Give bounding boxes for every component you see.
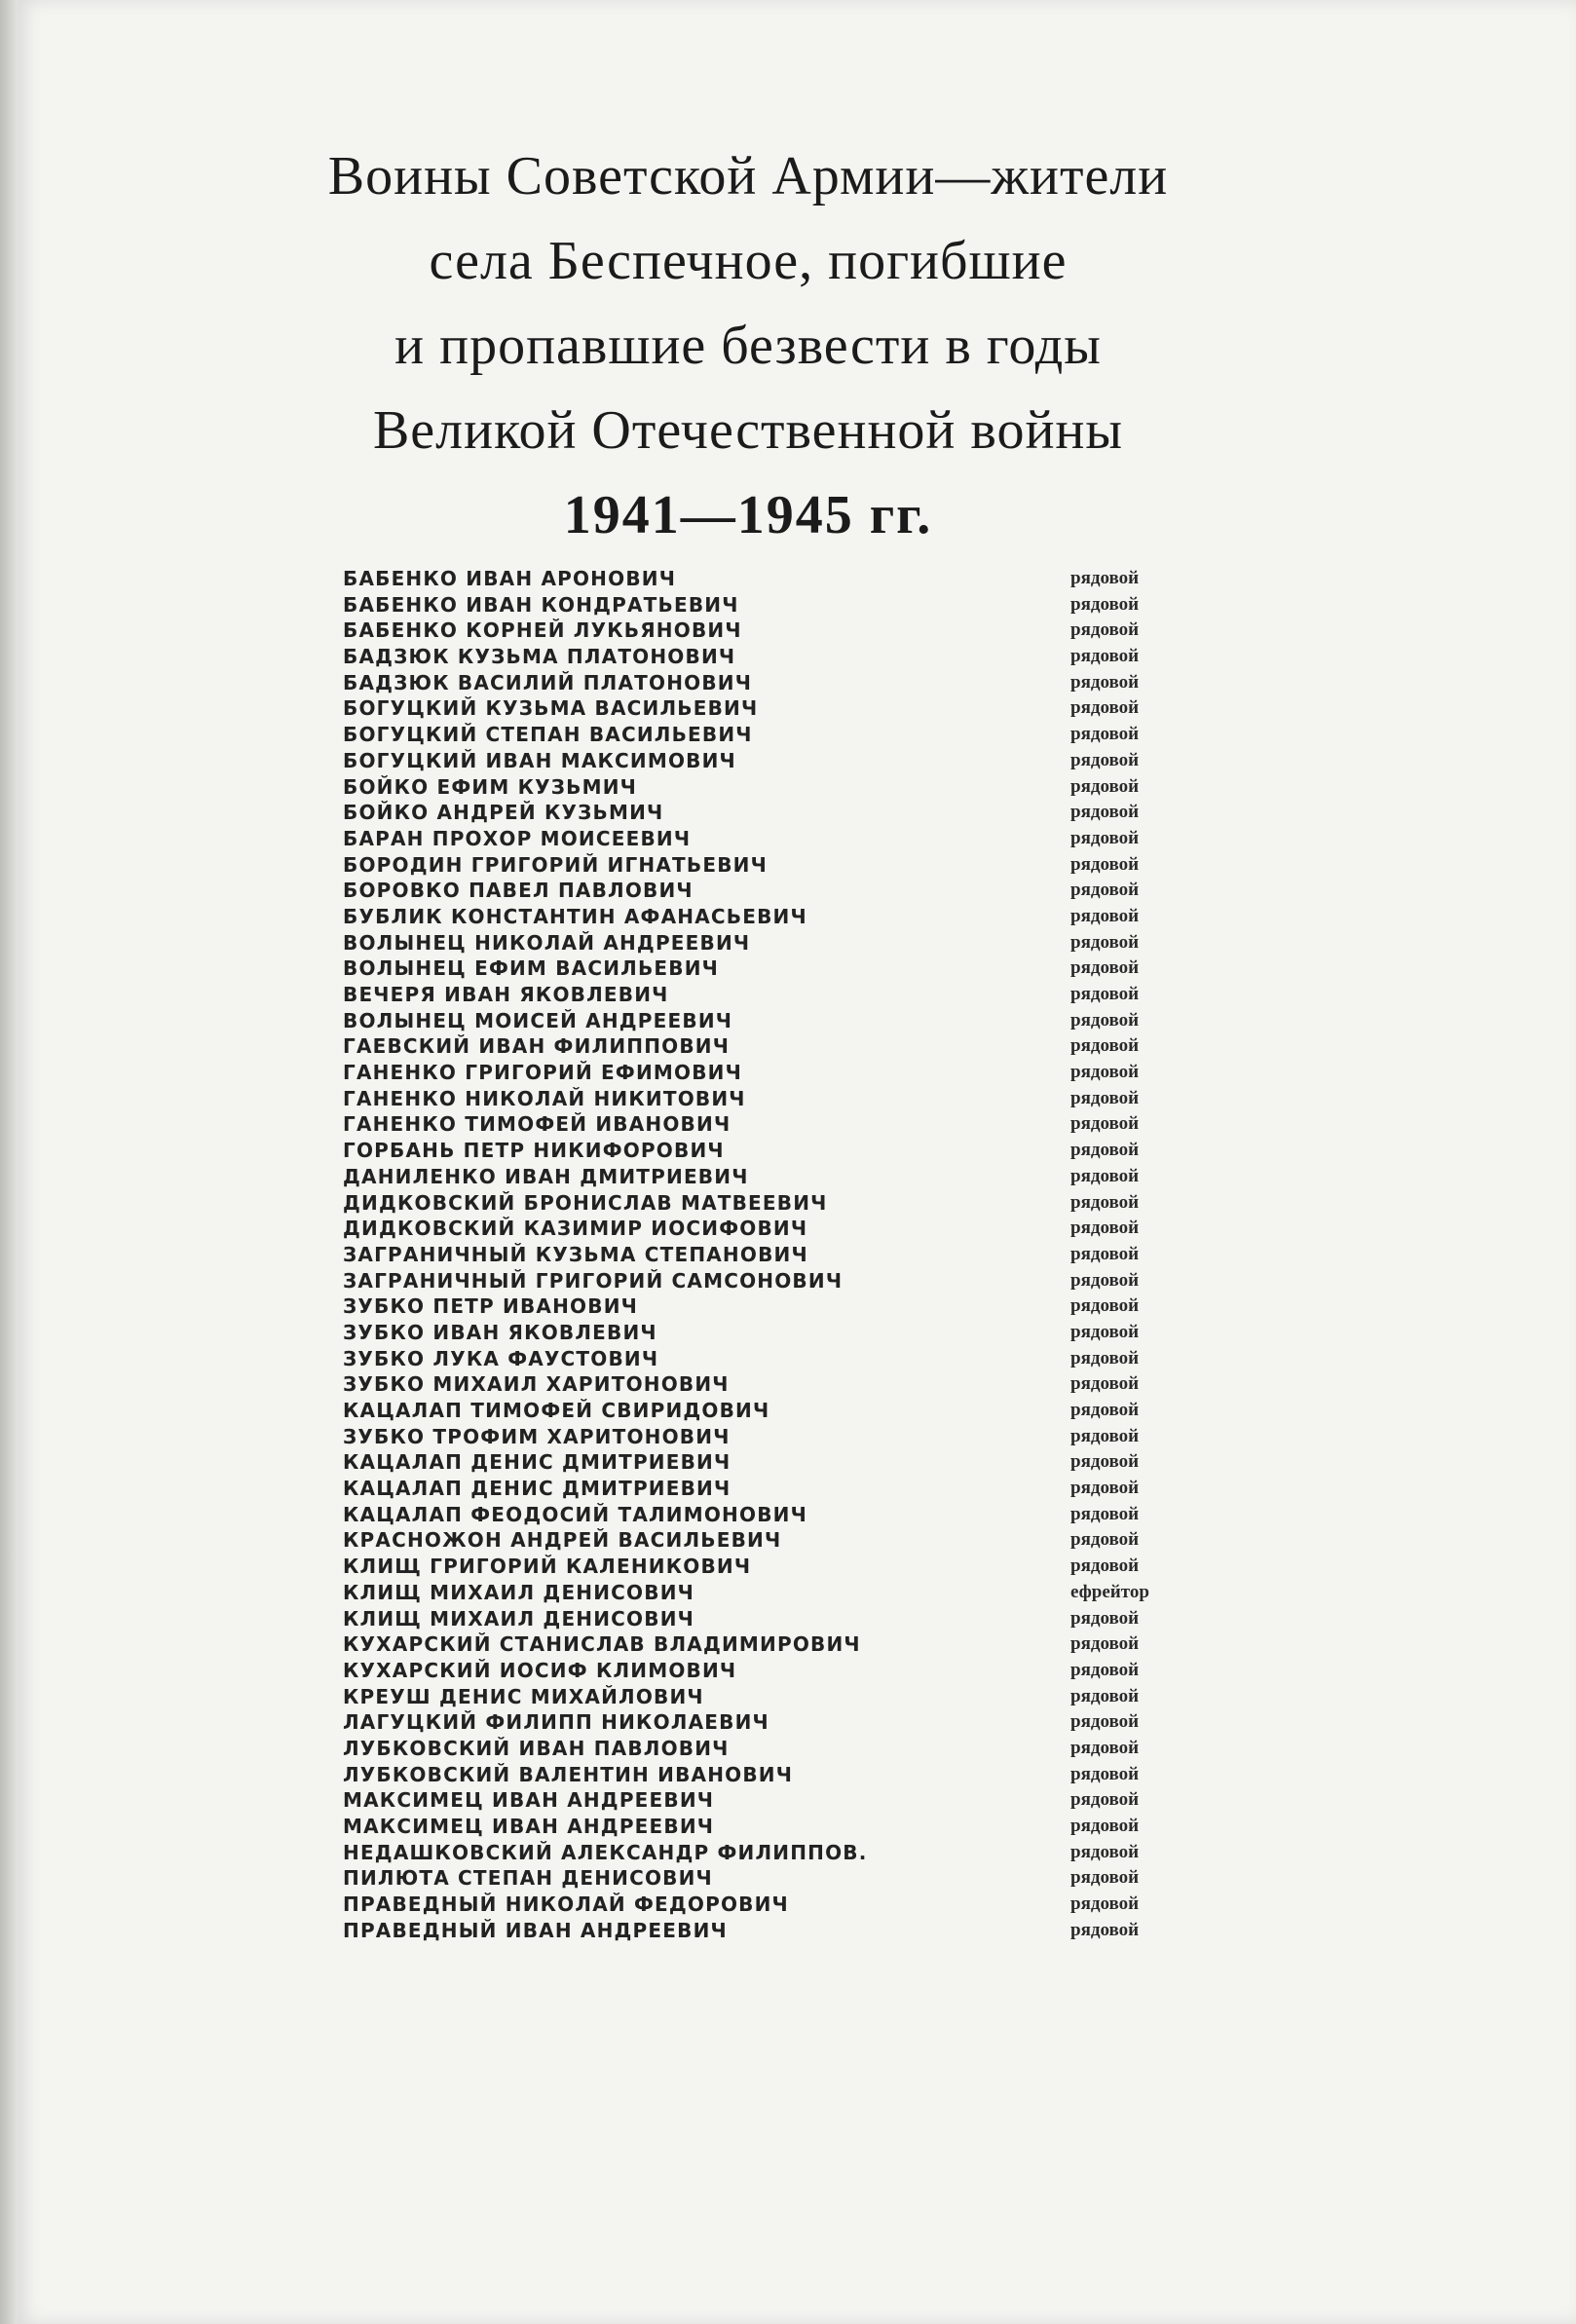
soldier-name: БОЙКО АНДРЕЙ КУЗЬМИЧ: [343, 801, 664, 825]
soldier-name: ЗАГРАНИЧНЫЙ КУЗЬМА СТЕПАНОВИЧ: [343, 1242, 808, 1266]
soldier-rank: рядовой: [1070, 1113, 1140, 1135]
list-item: [343, 1033, 1220, 1060]
soldier-rank: рядовой: [1070, 1737, 1140, 1758]
soldier-rank: рядовой: [1070, 880, 1140, 901]
soldier-rank: рядовой: [1070, 1633, 1140, 1655]
soldier-name: БУБЛИК КОНСТАНТИН АФАНАСЬЕВИЧ: [343, 904, 807, 928]
soldier-name: ЗУБКО ЛУКА ФАУСТОВИЧ: [343, 1346, 659, 1370]
soldier-name: ВОЛЫНЕЦ ЕФИМ ВАСИЛЬЕВИЧ: [343, 956, 719, 981]
soldier-rank: рядовой: [1070, 568, 1140, 588]
soldier-rank: рядовой: [1070, 1009, 1140, 1031]
soldier-rank: рядовой: [1070, 1529, 1140, 1551]
soldier-name: БОЙКО ЕФИМ КУЗЬМИЧ: [343, 774, 638, 799]
list-item: [343, 1060, 1220, 1086]
list-item: [343, 1320, 1220, 1346]
soldier-rank: рядовой: [1070, 593, 1140, 615]
soldier-name: ПРАВЕДНЫЙ НИКОЛАЙ ФЕДОРОВИЧ: [343, 1893, 789, 1917]
list-item: [343, 904, 1220, 930]
soldier-name: ЗУБКО ИВАН ЯКОВЛЕВИЧ: [343, 1320, 657, 1344]
soldier-rank: рядовой: [1070, 619, 1140, 641]
soldier-name: КЛИЩ ГРИГОРИЙ КАЛЕНИКОВИЧ: [343, 1555, 752, 1579]
list-item: [343, 1709, 1220, 1736]
soldier-name: БАБЕНКО ИВАН КОНДРАТЬЕВИЧ: [343, 592, 739, 617]
soldier-rank: рядовой: [1070, 697, 1140, 719]
soldier-name: ПИЛЮТА СТЕПАН ДЕНИСОВИЧ: [343, 1866, 713, 1891]
soldier-rank: рядовой: [1070, 931, 1140, 953]
soldier-rank: рядовой: [1070, 1347, 1140, 1368]
soldier-rank: рядовой: [1070, 957, 1140, 979]
list-item: [343, 592, 1220, 618]
soldier-name: ДИДКОВСКИЙ КАЗИМИР ИОСИФОВИЧ: [343, 1217, 808, 1241]
soldier-rank: рядовой: [1070, 1087, 1140, 1108]
list-item: [343, 1424, 1220, 1450]
title-years: 1941—1945 гг.: [563, 485, 933, 545]
soldier-rank: рядовой: [1070, 1373, 1140, 1395]
soldier-rank: рядовой: [1070, 1659, 1140, 1680]
soldier-name: БОГУЦКИЙ КУЗЬМА ВАСИЛЬЕВИЧ: [343, 696, 759, 721]
soldier-name: БОРОДИН ГРИГОРИЙ ИГНАТЬЕВИЧ: [343, 852, 768, 877]
list-item: [343, 1527, 1220, 1554]
soldier-name: КУХАРСКИЙ СТАНИСЛАВ ВЛАДИМИРОВИЧ: [343, 1632, 861, 1657]
soldier-rank: рядовой: [1070, 1191, 1140, 1213]
soldier-name: ЗУБКО ПЕТР ИВАНОВИЧ: [343, 1294, 638, 1319]
soldier-rank: рядовой: [1070, 646, 1140, 667]
list-item: [343, 1398, 1220, 1424]
page-edge: [0, 0, 18, 2324]
soldier-rank: рядовой: [1070, 853, 1140, 875]
soldier-name: МАКСИМЕЦ ИВАН АНДРЕЕВИЧ: [343, 1788, 715, 1813]
list-item: [343, 1293, 1220, 1320]
soldier-rank: рядовой: [1070, 1763, 1140, 1784]
soldier-rank: рядовой: [1070, 1165, 1140, 1186]
soldier-rank: рядовой: [1070, 1425, 1140, 1446]
soldier-name: МАКСИМЕЦ ИВАН АНДРЕЕВИЧ: [343, 1815, 715, 1838]
soldier-name: БАБЕНКО ИВАН АРОНОВИЧ: [343, 567, 677, 590]
soldier-name: БАДЗЮК ВАСИЛИЙ ПЛАТОНОВИЧ: [343, 670, 753, 694]
soldier-rank: рядовой: [1070, 1841, 1140, 1862]
soldier-name: ПРАВЕДНЫЙ ИВАН АНДРЕЕВИЧ: [343, 1918, 728, 1942]
soldier-name: ЛУБКОВСКИЙ ВАЛЕНТИН ИВАНОВИЧ: [343, 1762, 794, 1786]
soldier-name: ЛУБКОВСКИЙ ИВАН ПАВЛОВИЧ: [343, 1736, 730, 1760]
list-item: [343, 1190, 1220, 1217]
list-item: [343, 670, 1220, 696]
list-item: [343, 1242, 1220, 1268]
soldier-rank: рядовой: [1070, 1243, 1140, 1264]
soldier-rank: рядовой: [1070, 1919, 1140, 1940]
list-item: [343, 826, 1220, 852]
soldier-name: КРЕУШ ДЕНИС МИХАЙЛОВИЧ: [343, 1684, 704, 1708]
list-item: [343, 566, 1220, 592]
list-item: [343, 1449, 1220, 1476]
list-item: [343, 1631, 1220, 1658]
list-item: [343, 1371, 1220, 1398]
list-item: [343, 852, 1220, 879]
list-item: [343, 1268, 1220, 1294]
soldier-rank: рядовой: [1070, 1685, 1140, 1706]
list-item: [343, 1865, 1220, 1892]
soldier-rank: рядовой: [1070, 671, 1140, 693]
list-item: [343, 1918, 1220, 1944]
list-item: [343, 1787, 1220, 1814]
soldier-name: ДАНИЛЕНКО ИВАН ДМИТРИЕВИЧ: [343, 1164, 749, 1188]
list-item: [343, 1502, 1220, 1528]
soldier-rank: рядовой: [1070, 1867, 1140, 1889]
soldier-name: ВОЛЫНЕЦ НИКОЛАЙ АНДРЕЕВИЧ: [343, 930, 751, 955]
soldier-name: БАБЕНКО КОРНЕЙ ЛУКЬЯНОВИЧ: [343, 618, 742, 643]
soldier-rank: рядовой: [1070, 1062, 1140, 1083]
soldier-rank: рядовой: [1070, 1789, 1140, 1811]
soldier-name: КАЦАЛАП ДЕНИС ДМИТРИЕВИЧ: [343, 1477, 732, 1501]
list-item: [343, 1111, 1220, 1138]
soldier-rank: рядовой: [1070, 1816, 1140, 1836]
list-item: [343, 774, 1220, 801]
title-line-3: и пропавшие безвести в годы: [394, 316, 1102, 376]
soldier-rank: рядовой: [1070, 984, 1140, 1004]
page-title: [212, 134, 1284, 558]
list-item: [343, 1554, 1220, 1580]
soldier-rank: рядовой: [1070, 1478, 1140, 1499]
list-item: [343, 1658, 1220, 1684]
title-line-2: села Беспечное, погибшие: [429, 231, 1068, 291]
soldier-name: БОГУЦКИЙ ИВАН МАКСИМОВИЧ: [343, 748, 736, 772]
list-item: [343, 1164, 1220, 1190]
list-item: [343, 800, 1220, 826]
soldier-rank: рядовой: [1070, 749, 1140, 770]
soldier-rank: рядовой: [1070, 1556, 1140, 1577]
soldier-name: КЛИЩ МИХАИЛ ДЕНИСОВИЧ: [343, 1580, 695, 1604]
title-line-1: Воины Советской Армии—жители: [327, 146, 1169, 206]
soldier-name: БАРАН ПРОХОР МОИСЕЕВИЧ: [343, 826, 692, 850]
list-item: [343, 956, 1220, 982]
soldier-name: ГАЕВСКИЙ ИВАН ФИЛИППОВИЧ: [343, 1034, 731, 1059]
list-item: [343, 1008, 1220, 1034]
soldier-rank: рядовой: [1070, 1218, 1140, 1239]
list-item: [343, 1814, 1220, 1840]
soldier-name: ЗУБКО МИХАИЛ ХАРИТОНОВИЧ: [343, 1372, 730, 1397]
soldier-rank: рядовой: [1070, 1893, 1140, 1915]
soldier-rank: рядовой: [1070, 1711, 1140, 1733]
soldier-name: ГАНЕНКО ГРИГОРИЙ ЕФИМОВИЧ: [343, 1061, 742, 1085]
soldier-roster: [343, 566, 1220, 1943]
soldier-rank: рядовой: [1070, 1400, 1140, 1420]
soldier-rank: рядовой: [1070, 1269, 1140, 1291]
list-item: [343, 748, 1220, 774]
list-item: [343, 1606, 1220, 1632]
soldier-name: ЛАГУЦКИЙ ФИЛИПП НИКОЛАЕВИЧ: [343, 1710, 769, 1735]
soldier-name: ГАНЕНКО НИКОЛАЙ НИКИТОВИЧ: [343, 1086, 746, 1110]
soldier-name: КАЦАЛАП ФЕОДОСИЙ ТАЛИМОНОВИЧ: [343, 1502, 807, 1526]
soldier-name: БОРОВКО ПАВЕЛ ПАВЛОВИЧ: [343, 879, 694, 903]
soldier-name: ЗУБКО ТРОФИМ ХАРИТОНОВИЧ: [343, 1424, 731, 1448]
soldier-name: БОГУЦКИЙ СТЕПАН ВАСИЛЬЕВИЧ: [343, 723, 753, 747]
soldier-name: ЗАГРАНИЧНЫЙ ГРИГОРИЙ САМСОНОВИЧ: [343, 1268, 844, 1293]
soldier-name: КАЦАЛАП ДЕНИС ДМИТРИЕВИЧ: [343, 1450, 732, 1475]
list-item: [343, 618, 1220, 644]
list-item: [343, 1086, 1220, 1112]
list-item: [343, 1580, 1220, 1606]
title-line-4: Великой Отечественной войны: [372, 400, 1124, 461]
soldier-name: КУХАРСКИЙ ИОСИФ КЛИМОВИЧ: [343, 1658, 737, 1682]
soldier-name: КРАСНОЖОН АНДРЕЙ ВАСИЛЬЕВИЧ: [343, 1528, 782, 1553]
list-item: [343, 982, 1220, 1008]
list-item: [343, 1684, 1220, 1710]
soldier-rank: рядовой: [1070, 1035, 1140, 1057]
document-page: [18, 0, 1576, 2324]
list-item: [343, 1736, 1220, 1762]
list-item: [343, 930, 1220, 956]
soldier-rank: рядовой: [1070, 1295, 1140, 1317]
list-item: [343, 1762, 1220, 1788]
soldier-rank: рядовой: [1070, 775, 1140, 797]
list-item: [343, 644, 1220, 670]
list-item: [343, 1138, 1220, 1164]
soldier-rank: ефрейтор: [1070, 1581, 1149, 1602]
soldier-rank: рядовой: [1070, 1607, 1140, 1629]
list-item: [343, 1216, 1220, 1242]
list-item: [343, 695, 1220, 722]
soldier-rank: рядовой: [1070, 827, 1140, 848]
soldier-rank: рядовой: [1070, 905, 1140, 926]
soldier-name: ДИДКОВСКИЙ БРОНИСЛАВ МАТВЕЕВИЧ: [343, 1190, 828, 1215]
soldier-rank: рядовой: [1070, 802, 1140, 823]
soldier-rank: рядовой: [1070, 1321, 1140, 1342]
soldier-rank: рядовой: [1070, 1451, 1140, 1473]
list-item: [343, 1840, 1220, 1866]
list-item: [343, 722, 1220, 748]
list-item: [343, 1346, 1220, 1372]
soldier-name: КЛИЩ МИХАИЛ ДЕНИСОВИЧ: [343, 1606, 695, 1631]
soldier-name: ВОЛЫНЕЦ МОИСЕЙ АНДРЕЕВИЧ: [343, 1008, 733, 1032]
soldier-rank: рядовой: [1070, 724, 1140, 745]
soldier-rank: рядовой: [1070, 1140, 1140, 1161]
list-item: [343, 1892, 1220, 1918]
list-item: [343, 878, 1220, 904]
soldier-name: ГОРБАНЬ ПЕТР НИКИФОРОВИЧ: [343, 1139, 725, 1163]
soldier-name: ГАНЕНКО ТИМОФЕЙ ИВАНОВИЧ: [343, 1112, 732, 1137]
soldier-name: ВЕЧЕРЯ ИВАН ЯКОВЛЕВИЧ: [343, 983, 669, 1006]
soldier-name: НЕДАШКОВСКИЙ АЛЕКСАНДР ФИЛИППОВ.: [343, 1840, 868, 1864]
soldier-name: БАДЗЮК КУЗЬМА ПЛАТОНОВИЧ: [343, 645, 736, 669]
list-item: [343, 1476, 1220, 1502]
soldier-rank: рядовой: [1070, 1503, 1140, 1524]
soldier-name: КАЦАЛАП ТИМОФЕЙ СВИРИДОВИЧ: [343, 1399, 770, 1422]
